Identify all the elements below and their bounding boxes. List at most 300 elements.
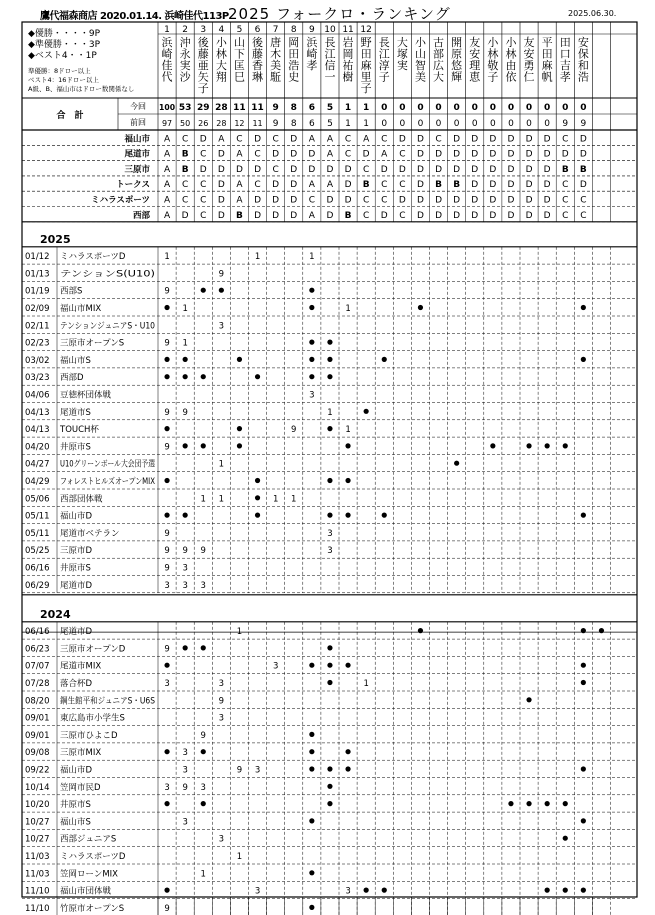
events-2025-event-date: 04/06 [25, 390, 50, 401]
total-prev-value: 12 [234, 119, 245, 128]
events-2025-event-name: 尾道市S [60, 407, 91, 418]
events-2025-event-date: 04/27 [25, 459, 50, 470]
class-value: D [525, 134, 533, 145]
class-value: B [453, 180, 461, 191]
class-value: A [163, 134, 171, 145]
events-2024-event-date: 06/16 [25, 627, 50, 638]
player-name-char: 友 [469, 36, 481, 49]
class-value: D [507, 134, 515, 145]
events-2025-result-dot [327, 513, 332, 518]
class-value: D [435, 164, 443, 175]
events-2025-event-date: 05/06 [25, 494, 50, 505]
player-name-char: 巳 [233, 70, 245, 84]
events-2024-result-dot [508, 801, 513, 806]
events-2024-result-points: 3 [218, 713, 225, 724]
events-2025-event-name: 三原市オープンS [60, 338, 125, 349]
player-name-char: 匡 [233, 59, 245, 72]
events-2024-result-points: 3 [164, 782, 170, 793]
player-name-char: 帆 [541, 70, 553, 84]
class-value: D [344, 180, 352, 191]
events-2024-result-dot [364, 888, 369, 893]
player-rank-2: 2 [182, 25, 189, 35]
events-2025-result-points: 3 [182, 580, 188, 591]
player-name-char: 由 [505, 59, 517, 72]
player-name-char: 藤 [252, 47, 264, 61]
events-2024-event-date: 09/01 [25, 730, 50, 741]
events-2025-result-dot [327, 374, 332, 379]
class-value: C [363, 164, 370, 175]
class-value: D [416, 149, 424, 160]
player-name-char: 智 [414, 59, 426, 72]
events-2025-result-points: 3 [200, 580, 206, 591]
class-value: D [290, 164, 298, 175]
events-2025-event-name: 豆徳杯団体戦 [60, 390, 112, 401]
class-value: C [344, 149, 352, 160]
class-value: D [217, 180, 225, 191]
events-2025-result-dot [201, 443, 206, 448]
events-2025-event-name: 西部D [60, 373, 84, 384]
total-this-value: 9 [272, 103, 279, 113]
total-this-value: 0 [399, 103, 406, 113]
class-value: D [435, 149, 443, 160]
events-2025-event-date: 06/29 [25, 580, 50, 591]
class-value: D [290, 210, 298, 221]
player-name-char: 勇 [523, 59, 535, 72]
events-2025-result-dot [345, 443, 350, 448]
player-name-char: 琳 [252, 70, 264, 84]
total-prev-value: 1 [363, 119, 370, 129]
class-value: D [344, 164, 352, 175]
class-value: A [236, 180, 243, 191]
total-prev-value: 0 [417, 119, 424, 129]
total-this-value: 29 [196, 103, 210, 113]
events-2024-result-dot [164, 801, 169, 806]
events-2025-event-name: 福山市S [60, 355, 91, 366]
class-label: 福山市 [124, 134, 150, 145]
events-2024-result-dot [345, 663, 350, 668]
class-value: D [435, 195, 443, 206]
total-prev-value: 5 [327, 119, 333, 129]
player-name-char: 田 [541, 47, 553, 61]
class-value: D [416, 210, 424, 221]
class-value: D [181, 210, 189, 221]
events-2025-result-dot [309, 305, 314, 310]
events-2024-result-points: 3 [182, 748, 188, 759]
events-2024-result-dot [309, 663, 314, 668]
class-value: D [489, 134, 497, 145]
events-2025-result-dot [164, 426, 169, 431]
class-value: D [543, 149, 551, 160]
player-name-char: 藤 [197, 47, 209, 61]
events-2025-event-date: 01/19 [25, 286, 50, 297]
events-2025-result-dot [201, 374, 206, 379]
events-2025-result-dot [255, 513, 260, 518]
total-this-value: 0 [562, 103, 569, 113]
events-2024-result-dot [201, 749, 206, 754]
total-this-value: 1 [363, 103, 370, 113]
events-2025-event-name: TOUCH杯 [60, 425, 99, 436]
events-2025-event-date: 04/29 [25, 477, 50, 487]
player-name-char: 岡 [342, 47, 354, 61]
events-2025-result-points: 9 [164, 442, 170, 453]
events-2024-event-name: 西部ジュニアS [60, 834, 117, 845]
events-2025-result-dot [327, 357, 332, 362]
class-value: D [398, 134, 406, 145]
events-2024-event-name: 竹原市オープンS [60, 903, 125, 914]
total-prev-value: 6 [308, 119, 315, 129]
total-this-value: 0 [417, 103, 424, 113]
events-2025-event-name: ミハラスポーツD [60, 252, 126, 263]
class-value: C [562, 134, 569, 145]
events-2025-event-date: 02/23 [25, 338, 50, 349]
events-2025-result-points: 3 [327, 528, 333, 539]
events-2025-result-dot [164, 374, 169, 379]
events-2024-result-dot [309, 749, 314, 754]
points-rule-1: ◆準優勝・・・3P [28, 40, 101, 50]
events-2025-event-name: フォレストヒルズオープンMIX [60, 477, 156, 487]
total-prev-value: 9 [562, 119, 569, 129]
total-this-value: 0 [489, 103, 496, 113]
total-prev-value: 0 [489, 119, 496, 129]
class-value: C [381, 195, 388, 206]
player-name-char: 佳 [161, 59, 173, 72]
events-2024-result-dot [327, 784, 332, 789]
events-2025-result-points: 9 [164, 407, 170, 418]
class-value: D [453, 164, 461, 175]
total-prev-value: 9 [580, 119, 587, 129]
class-value: A [363, 134, 370, 145]
player-name-char: 崎 [161, 47, 173, 61]
events-2024-result-dot [309, 732, 314, 737]
total-this-value: 5 [326, 103, 334, 113]
player-name-char: 敬 [487, 59, 499, 72]
events-2025-event-name: 尾道市D [60, 580, 93, 591]
events-2025-result-points: 9 [182, 407, 188, 418]
class-value: A [218, 134, 225, 145]
events-2025-result-dot [581, 357, 586, 362]
total-this-value: 1 [344, 103, 352, 113]
class-value: D [489, 210, 497, 221]
player-name-char: 浜 [306, 36, 318, 49]
class-value: D [435, 210, 443, 221]
player-name-char: 実 [179, 59, 191, 72]
player-name-char: 駈 [270, 70, 282, 84]
player-name-char: 林 [215, 47, 227, 61]
player-name-char: 口 [559, 47, 571, 61]
events-2024-event-date: 11/10 [25, 903, 50, 914]
class-value: C [182, 180, 189, 191]
points-rule-4: ベスト4：16ドロー以上 [28, 76, 99, 84]
class-value: D [489, 180, 497, 191]
events-2024-event-date: 10/20 [25, 800, 50, 811]
class-value: D [471, 164, 479, 175]
events-2025-result-points: 9 [164, 338, 170, 349]
class-value: D [272, 180, 280, 191]
events-2025-result-dot [309, 340, 314, 345]
player-name-char: 岩 [342, 36, 354, 49]
events-2024-result-points: 3 [164, 679, 170, 689]
events-2025-event-date: 03/23 [25, 373, 50, 384]
events-2025-result-points: 9 [164, 528, 170, 539]
events-2024-result-dot [327, 680, 332, 685]
player-name-char: 祐 [342, 59, 354, 72]
player-rank-10: 10 [324, 25, 336, 35]
events-2025-result-points: 1 [182, 304, 188, 314]
player-name-char: 子 [360, 82, 372, 95]
events-2024-event-date: 10/27 [25, 817, 50, 828]
player-name-char: 輝 [451, 70, 463, 84]
class-value: B [435, 180, 442, 191]
events-2025-event-date: 04/13 [25, 407, 50, 418]
events-2024-year-label: 2024 [40, 607, 71, 621]
player-name-char: 子 [487, 70, 499, 84]
class-value: D [507, 180, 515, 191]
class-value: D [525, 210, 533, 221]
events-2024-result-dot [581, 766, 586, 771]
events-2024-result-dot [164, 749, 169, 754]
class-value: D [489, 195, 497, 206]
events-2024-event-name: 福山市D [60, 765, 93, 776]
events-2025-result-points: 9 [182, 546, 188, 557]
events-2025-result-points: 9 [218, 269, 225, 280]
events-2024-result-dot [201, 801, 206, 806]
class-value: D [525, 180, 533, 191]
events-2024-result-dot [309, 905, 314, 910]
class-value: D [308, 164, 316, 175]
class-value: D [290, 134, 298, 145]
class-value: C [200, 195, 207, 206]
player-name-char: 部 [433, 47, 445, 61]
class-value: A [163, 210, 171, 221]
player-rank-8: 8 [290, 25, 297, 35]
events-2025-result-dot [581, 513, 586, 518]
class-value: C [272, 164, 279, 175]
events-2025-result-points: 1 [345, 425, 351, 436]
events-2025-event-date: 03/02 [25, 355, 50, 366]
class-value: A [236, 149, 243, 160]
class-value: A [163, 180, 171, 191]
events-2024-event-date: 08/20 [25, 696, 50, 707]
total-prev-value: 1 [345, 119, 351, 129]
player-name-char: 子 [197, 82, 209, 95]
events-2024-result-points: 3 [182, 765, 188, 776]
total-prev-value: 28 [216, 119, 227, 128]
events-2025-result-points: 1 [327, 407, 333, 418]
class-value: D [453, 195, 461, 206]
events-2025-result-points: 3 [182, 563, 188, 574]
events-2025-result-dot [183, 374, 188, 379]
total-this-value: 0 [507, 103, 515, 113]
player-name-char: 理 [469, 59, 481, 72]
header-best: 浜崎佳代113P [164, 11, 229, 22]
events-2024-event-name: 三原市ひよこD [60, 730, 118, 741]
total-this-value: 53 [178, 103, 192, 113]
player-name-char: 浩 [288, 59, 300, 72]
events-2025-result-dot [255, 478, 260, 483]
events-2024-result-dot [309, 766, 314, 771]
events-2025-year-label: 2025 [40, 232, 71, 246]
events-2025-event-name: 福山市MIX [60, 304, 102, 314]
events-2024-event-name: 尾道市MIX [60, 661, 102, 672]
player-name-char: 山 [414, 47, 426, 61]
events-2024-result-points: 3 [218, 679, 225, 689]
player-name-char: 小 [487, 36, 499, 49]
updated-date: 2025.06.30. [568, 9, 617, 18]
class-value: A [308, 134, 315, 145]
class-value: D [471, 180, 479, 191]
class-value: D [579, 134, 587, 145]
total-prev-value: 26 [198, 119, 209, 128]
total-prev-value: 9 [272, 119, 279, 129]
events-2024-result-dot [581, 818, 586, 823]
player-name-char: 田 [360, 47, 372, 61]
class-label: ミハラスポーツ [91, 195, 150, 206]
events-2025-result-dot [164, 478, 169, 483]
total-prev-value: 0 [435, 119, 442, 129]
class-value: A [163, 164, 171, 175]
class-value: C [580, 195, 587, 206]
events-2025-event-name: テンションS(U10) [60, 269, 155, 280]
events-2025-result-dot [237, 357, 242, 362]
player-name-char: 美 [414, 70, 426, 84]
class-value: D [199, 164, 207, 175]
events-2025-result-dot [255, 495, 260, 500]
events-2025-event-name: 三原市D [60, 546, 93, 557]
player-name-char: 小 [505, 36, 517, 49]
events-2025-result-dot [418, 305, 423, 310]
player-name-char: 代 [161, 70, 173, 84]
events-2024-result-dot [164, 663, 169, 668]
player-name-char: 樹 [342, 70, 354, 84]
events-2024-result-points: 9 [218, 696, 225, 707]
player-rank-11: 11 [342, 25, 354, 35]
events-2025-result-points: 1 [200, 494, 206, 505]
class-value: C [308, 195, 315, 206]
events-2025-result-dot [364, 409, 369, 414]
player-name-char: 安 [523, 47, 535, 61]
events-2024-result-dot [526, 697, 531, 702]
events-2024-event-name: 東広島市小学生S [60, 713, 125, 724]
player-name-char: 田 [288, 47, 300, 61]
events-2025-result-dot [526, 443, 531, 448]
total-this-value: 100 [159, 103, 176, 112]
player-name-char: 翔 [215, 70, 227, 84]
total-this-value: 0 [453, 103, 460, 113]
events-2024-result-points: 1 [200, 869, 206, 880]
class-value: D [398, 195, 406, 206]
events-2024-result-dot [563, 888, 568, 893]
player-rank-7: 7 [272, 25, 279, 35]
class-label: 西部 [132, 210, 150, 221]
events-2024-result-dot [526, 801, 531, 806]
events-2025-result-points: 1 [182, 338, 188, 349]
total-this-value: 11 [251, 103, 264, 113]
player-name-char: 木 [270, 47, 282, 61]
player-name-char: 保 [577, 47, 589, 61]
class-value: D [453, 210, 461, 221]
class-value: B [181, 149, 189, 160]
events-2024-result-dot [345, 766, 350, 771]
points-rule-3: 準優勝：8ドロー以上 [28, 67, 91, 75]
events-2025-event-date: 02/11 [25, 321, 50, 332]
class-value: D [579, 180, 587, 191]
events-2024-event-date: 10/27 [25, 834, 50, 845]
player-name-char: 原 [451, 47, 463, 61]
events-2025-result-points: 3 [327, 546, 333, 557]
player-name-char: 依 [505, 70, 517, 84]
events-2025-result-dot [454, 461, 459, 466]
class-value: B [344, 210, 352, 221]
total-prev-value: 8 [290, 119, 297, 129]
player-name-char: 林 [487, 47, 499, 61]
events-2024-result-points: 1 [236, 852, 243, 862]
events-2024-result-points: 9 [164, 903, 170, 914]
total-prev-value: 0 [508, 119, 514, 129]
class-value: D [344, 195, 352, 206]
store-name: 鷹代福森商店 [40, 11, 97, 22]
class-value: D [453, 149, 461, 160]
events-2024-result-points: 9 [182, 782, 188, 793]
total-prev-value: 0 [526, 119, 532, 129]
total-this-value: 0 [580, 103, 587, 113]
player-name-char: 江 [378, 47, 390, 61]
class-value: B [579, 164, 587, 175]
total-this-value: 28 [215, 103, 228, 113]
class-value: D [543, 195, 551, 206]
player-name-char: 永 [179, 47, 191, 61]
events-2025-result-points: 9 [164, 546, 170, 557]
total-this-value: 0 [435, 103, 442, 113]
events-2024-result-dot [545, 801, 550, 806]
class-value: D [272, 149, 280, 160]
player-name-char: 古 [433, 36, 445, 49]
class-value: C [344, 134, 352, 145]
events-2025-event-date: 01/12 [25, 252, 50, 263]
class-value: C [580, 210, 587, 221]
events-2024-event-name: 笠岡ローンMIX [60, 869, 118, 880]
class-value: D [507, 210, 515, 221]
class-value: D [272, 195, 280, 206]
events-2024-result-dot [563, 801, 568, 806]
player-name-char: 矢 [197, 70, 209, 84]
total-this-label: 今回 [130, 102, 146, 111]
points-rule-0: ◆優勝・・・・9P [28, 29, 101, 39]
events-2024-result-points: 3 [182, 817, 188, 828]
events-2024-event-date: 07/07 [25, 661, 50, 672]
events-2024-event-name: 福山市S [60, 817, 91, 828]
events-2025-result-dot [327, 478, 332, 483]
events-2024-result-dot [327, 663, 332, 668]
class-value: A [326, 149, 334, 160]
class-value: D [525, 164, 533, 175]
events-2024-event-date: 11/10 [25, 886, 50, 897]
events-2025-event-date: 05/25 [25, 546, 50, 557]
class-value: C [363, 195, 370, 206]
events-2025-result-dot [309, 288, 314, 293]
class-value: C [182, 134, 189, 145]
events-2025-event-date: 01/13 [25, 269, 50, 280]
events-2024-event-name: 三原市オープンD [60, 644, 126, 655]
class-value: C [435, 134, 442, 145]
player-rank-1: 1 [164, 25, 170, 35]
events-2024-event-date: 09/22 [25, 765, 50, 776]
class-value: A [163, 149, 171, 160]
player-name-char: 友 [523, 36, 535, 49]
class-value: D [471, 149, 479, 160]
player-name-char: 大 [396, 36, 408, 49]
class-value: D [416, 164, 424, 175]
player-name-char: 子 [378, 70, 390, 84]
